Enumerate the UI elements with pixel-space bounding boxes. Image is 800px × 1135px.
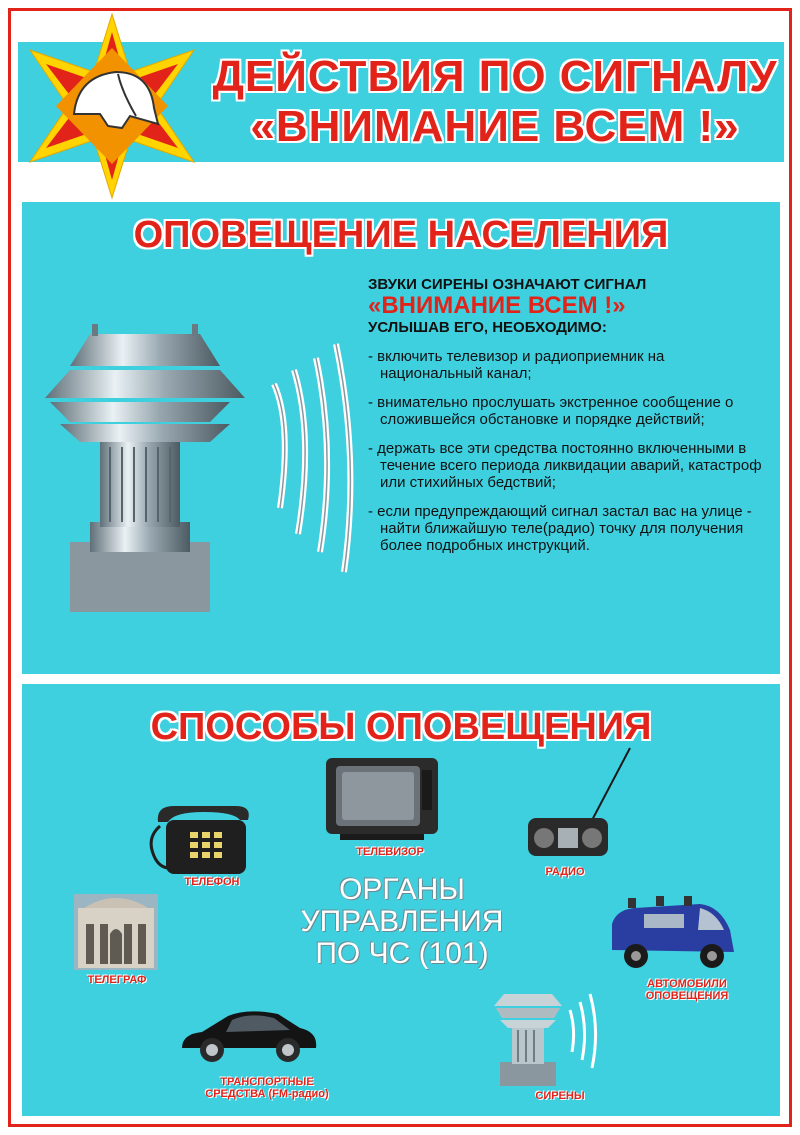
telephone-label: ТЕЛЕФОН [184, 876, 240, 888]
methods-title: СПОСОБЫ ОПОВЕЩЕНИЯ [150, 706, 652, 748]
notification-vehicle-icon [604, 890, 740, 974]
authority-line3: ПО ЧС (101) [315, 937, 489, 970]
sirens-label: СИРЕНЫ [535, 1090, 585, 1102]
transport-label [182, 1076, 352, 1100]
action-item: - если предупреждающий сигнал застал вас на улице - найти ближайшую теле(радио) точку для получения более подробных инструкций. [368, 503, 768, 554]
vehicles-label-line2: ОПОВЕЩЕНИЯ [645, 990, 729, 1002]
intro-line3: УСЛЫШАВ ЕГО, НЕОБХОДИМО: [368, 319, 607, 336]
poster-title-line2: «ВНИМАНИЕ ВСЕМ !» [250, 102, 740, 151]
action-item: - держать все эти средства постоянно включенными в течение всего периода ликвидации аварий, катастроф или стихийных бедствий; [368, 440, 768, 491]
car-icon [178, 1004, 320, 1066]
television-label: ТЕЛЕВИЗОР [356, 846, 424, 858]
radio-icon [522, 744, 642, 864]
siren-icon [30, 312, 360, 622]
notification-title: ОПОВЕЩЕНИЕ НАСЕЛЕНИЯ [133, 214, 669, 256]
telegraph-label: ТЕЛЕГРАФ [87, 974, 147, 986]
action-item: - включить телевизор и радиоприемник на национальный канал; [368, 348, 768, 382]
notification-panel [22, 202, 780, 674]
television-icon [322, 756, 442, 842]
emergency-emblem [18, 12, 206, 200]
radio-label: РАДИО [545, 866, 585, 878]
poster-title [210, 52, 780, 152]
vehicles-label-line1: АВТОМОБИЛИ [647, 978, 727, 990]
vehicles-label [622, 978, 752, 1002]
telephone-icon [144, 802, 256, 878]
authority-line1: ОРГАНЫ [339, 873, 465, 906]
emergency-authority [252, 874, 552, 970]
small-siren-icon [486, 984, 606, 1088]
methods-panel [22, 684, 780, 1116]
authority-line2: УПРАВЛЕНИЯ [300, 905, 504, 938]
transport-label-line2: СРЕДСТВА (FM-радио) [205, 1088, 329, 1100]
poster-title-line1: ДЕЙСТВИЯ ПО СИГНАЛУ [212, 52, 778, 101]
intro-line1: ЗВУКИ СИРЕНЫ ОЗНАЧАЮТ СИГНАЛ [368, 276, 647, 293]
action-item: - внимательно прослушать экстренное сообщение о сложившейся обстановке и порядке действий; [368, 394, 768, 428]
telegraph-building-icon [74, 894, 158, 970]
signal-instructions [368, 276, 768, 554]
intro-line2: «ВНИМАНИЕ ВСЕМ !» [368, 292, 626, 319]
transport-label-line1: ТРАНСПОРТНЫЕ [220, 1076, 314, 1088]
